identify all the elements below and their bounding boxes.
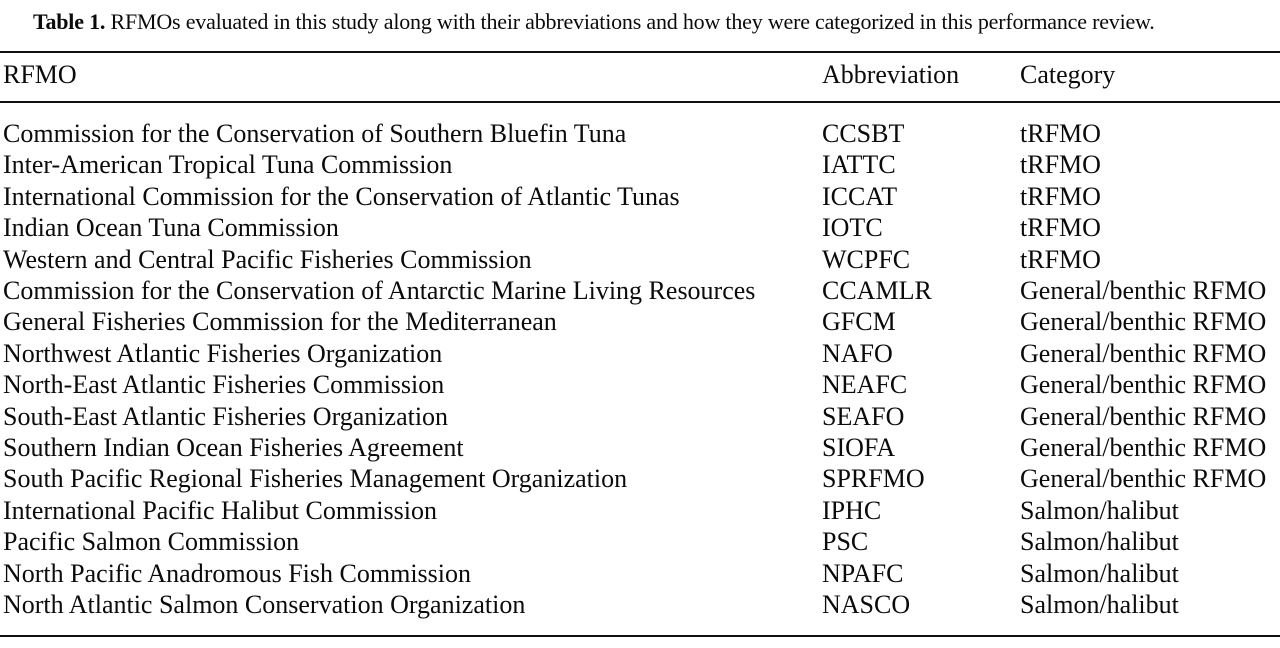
abbreviation-cell: SPRFMO (822, 464, 925, 494)
rfmo-name-cell: Commission for the Conservation of Antarctic Marine Living Resources (3, 276, 756, 306)
abbreviation-cell: SEAFO (822, 401, 905, 431)
table-row (0, 463, 1280, 494)
table-row (0, 432, 1280, 463)
table-row (0, 275, 1280, 306)
rfmo-name-cell: North Pacific Anadromous Fish Commission (3, 558, 471, 588)
abbreviation-cell: WCPFC (822, 244, 911, 274)
rfmo-name-cell: South-East Atlantic Fisheries Organization (3, 401, 449, 431)
category-cell: tRFMO (1020, 150, 1101, 180)
abbreviation-cell: CCAMLR (822, 276, 932, 306)
category-cell: General/benthic RFMO (1020, 338, 1267, 368)
table-row (0, 589, 1280, 635)
table-row (0, 149, 1280, 180)
abbreviation-cell: GFCM (822, 307, 896, 337)
category-cell: tRFMO (1020, 181, 1101, 211)
abbreviation-cell: ICCAT (822, 181, 898, 211)
category-cell: General/benthic RFMO (1020, 401, 1267, 431)
rfmo-name-cell: South Pacific Regional Fisheries Management Organization (3, 464, 628, 494)
rfmo-name-cell: General Fisheries Commission for the Mediterranean (3, 307, 557, 337)
rfmo-name-cell: Pacific Salmon Commission (3, 527, 300, 557)
category-cell: Salmon/halibut (1020, 558, 1179, 588)
abbreviation-cell: NASCO (822, 590, 911, 620)
table-row (0, 212, 1280, 243)
abbreviation-cell: PSC (822, 527, 869, 557)
table-row (0, 306, 1280, 337)
category-cell: General/benthic RFMO (1020, 370, 1267, 400)
category-cell: Salmon/halibut (1020, 590, 1179, 620)
category-cell: Salmon/halibut (1020, 495, 1179, 525)
column-header-rfmo: RFMO (0, 52, 820, 102)
rfmo-table (0, 51, 1280, 637)
table-caption-label: Table 1. (33, 9, 106, 34)
rfmo-name-cell: Northwest Atlantic Fisheries Organization (3, 338, 443, 368)
table-caption (33, 8, 1260, 36)
category-cell: General/benthic RFMO (1020, 276, 1267, 306)
category-cell: General/benthic RFMO (1020, 464, 1267, 494)
table-row (0, 558, 1280, 589)
abbreviation-cell: NPAFC (822, 558, 904, 588)
abbreviation-cell: NAFO (822, 338, 893, 368)
table-row (0, 526, 1280, 557)
table-row (0, 495, 1280, 526)
header-row (0, 52, 1280, 102)
column-header-category: Category (1018, 52, 1280, 102)
abbreviation-cell: NEAFC (822, 370, 908, 400)
abbreviation-cell: SIOFA (822, 433, 896, 463)
table-row (0, 369, 1280, 400)
rfmo-name-cell: Southern Indian Ocean Fisheries Agreement (3, 433, 464, 463)
rfmo-name-cell: Inter-American Tropical Tuna Commission (3, 150, 453, 180)
table-row (0, 401, 1280, 432)
table-row (0, 244, 1280, 275)
rfmo-name-cell: Western and Central Pacific Fisheries Commission (3, 244, 532, 274)
rfmo-name-cell: North-East Atlantic Fisheries Commission (3, 370, 445, 400)
rfmo-name-cell: Commission for the Conservation of Southern Bluefin Tuna (3, 119, 627, 148)
rfmo-name-cell: Indian Ocean Tuna Commission (3, 213, 339, 243)
table-row (0, 102, 1280, 149)
rfmo-name-cell: International Pacific Halibut Commission (3, 495, 437, 525)
category-cell: General/benthic RFMO (1020, 433, 1267, 463)
table-row (0, 338, 1280, 369)
abbreviation-cell: IOTC (822, 213, 883, 243)
table-row (0, 181, 1280, 212)
column-header-abbreviation: Abbreviation (820, 52, 1018, 102)
rfmo-name-cell: North Atlantic Salmon Conservation Organization (3, 590, 526, 620)
category-cell: tRFMO (1020, 244, 1101, 274)
abbreviation-cell: CCSBT (822, 119, 905, 148)
abbreviation-cell: IATTC (822, 150, 896, 180)
table-caption-text: RFMOs evaluated in this study along with their abbreviations and how they were categorized in this performance review. (110, 9, 1155, 34)
rfmo-name-cell: International Commission for the Conservation of Atlantic Tunas (3, 181, 680, 211)
category-cell: tRFMO (1020, 119, 1101, 148)
abbreviation-cell: IPHC (822, 495, 882, 525)
category-cell: Salmon/halibut (1020, 527, 1179, 557)
category-cell: tRFMO (1020, 213, 1101, 243)
category-cell: General/benthic RFMO (1020, 307, 1267, 337)
